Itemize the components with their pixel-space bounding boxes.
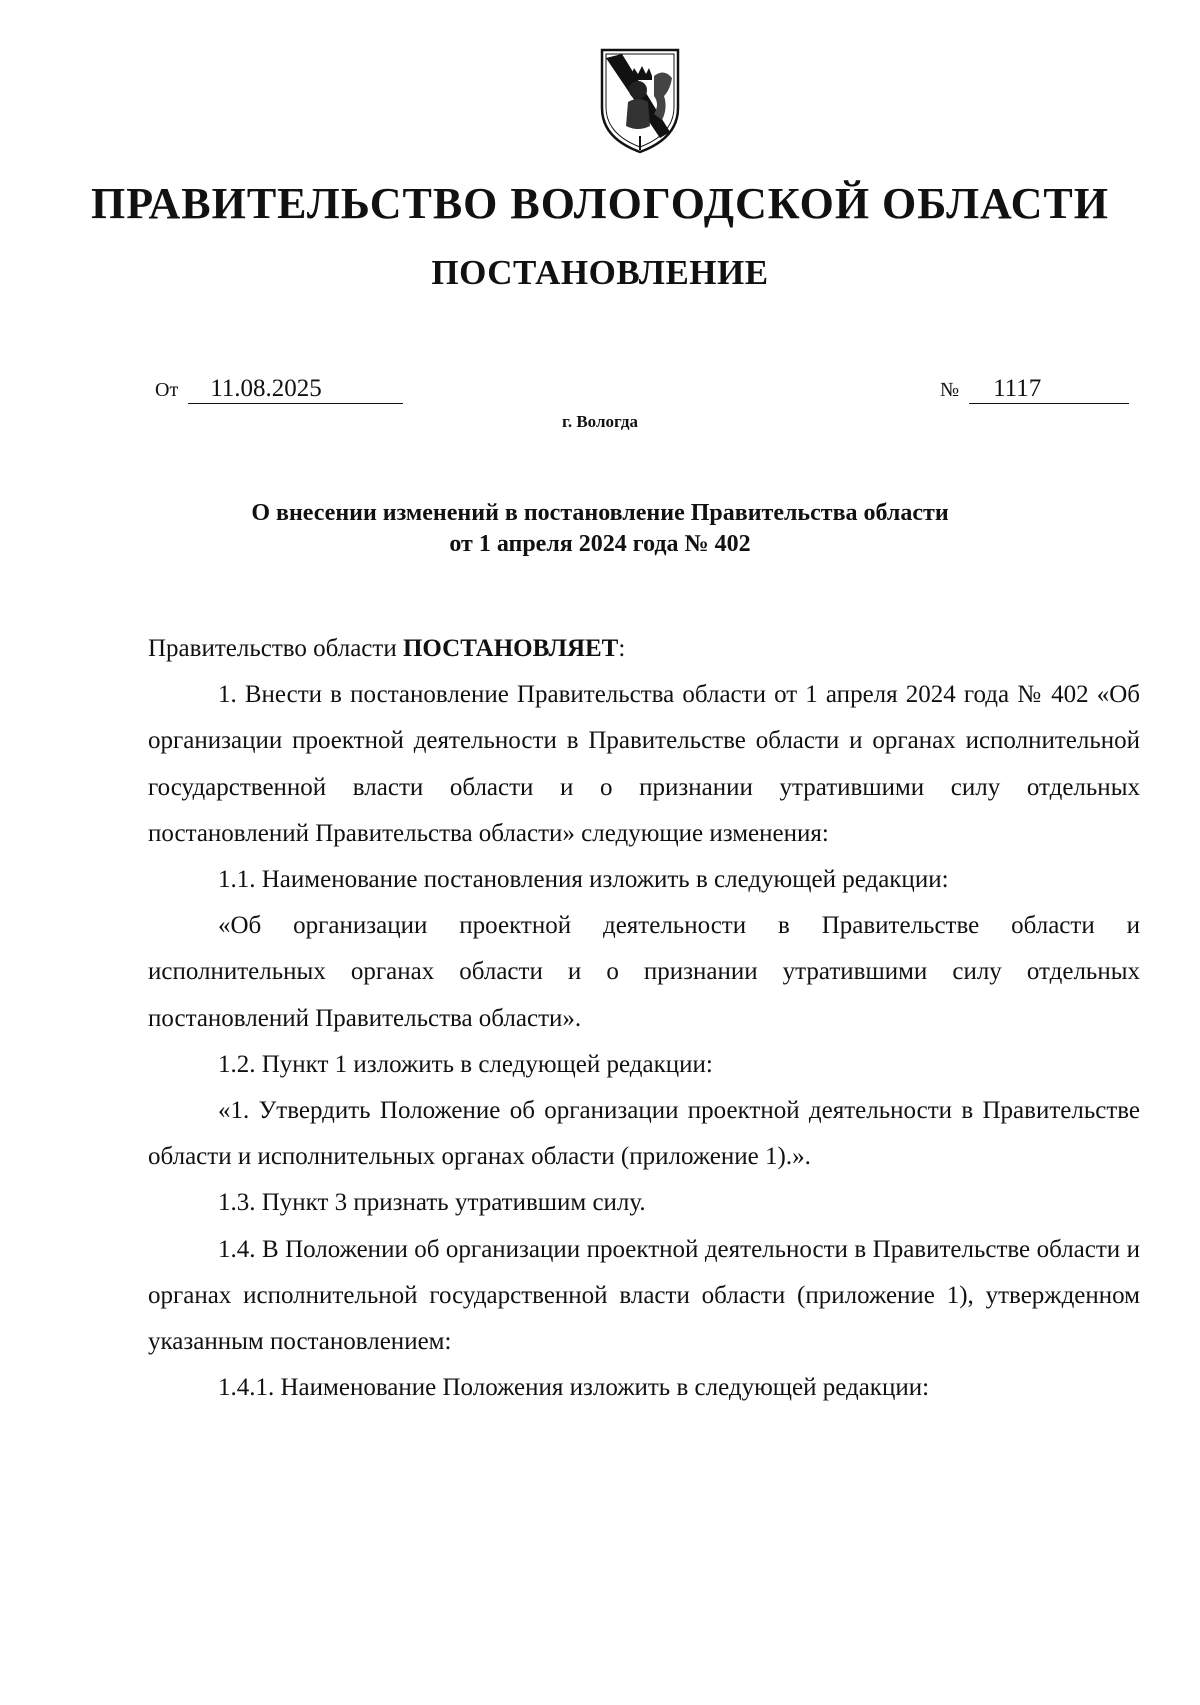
intro-prefix: Правительство области xyxy=(148,635,403,662)
subject-line-1: О внесении изменений в постановление Правительства области xyxy=(251,500,949,526)
paragraph-1-1-quote: «Об организации проектной деятельности в Правительстве области и исполнительных органах области и о признании утратившими силу отдельных постановлений Правительства области». xyxy=(148,912,1140,1032)
date-row xyxy=(155,375,403,404)
document-body xyxy=(148,626,1140,1411)
date-label: От xyxy=(155,379,179,401)
document-number: 1117 xyxy=(969,375,1129,404)
subject-line-2: от 1 апреля 2024 года № 402 xyxy=(449,531,751,557)
intro-keyword: ПОСТАНОВЛЯЕТ xyxy=(402,635,619,662)
paragraph-1-2: 1.2. Пункт 1 изложить в следующей редакции: xyxy=(218,1050,713,1078)
vologda-coat-of-arms-icon xyxy=(598,46,682,156)
document-subject xyxy=(0,498,1200,560)
city: г. Вологда xyxy=(562,412,638,431)
organization-title: ПРАВИТЕЛЬСТВО ВОЛОГОДСКОЙ ОБЛАСТИ xyxy=(91,179,1109,228)
document-type: ПОСТАНОВЛЕНИЕ xyxy=(431,253,769,292)
intro-paragraph xyxy=(148,626,1140,672)
paragraph-1-3: 1.3. Пункт 3 признать утратившим силу. xyxy=(218,1189,646,1217)
paragraph-1: 1. Внести в постановление Правительства области от 1 апреля 2024 года № 402 «Об организации проектной деятельности в Правительстве области и органах исполнительной государственной власти области и о признании утратившими силу отдельных постановлений Правительства области» следующие изменения: xyxy=(148,681,1140,847)
number-row xyxy=(940,375,1129,404)
paragraph-1-4: 1.4. В Положении об организации проектной деятельности в Правительстве области и органах исполнительной государственной власти области (приложение 1), утвержденном указанным постановлением: xyxy=(148,1235,1140,1356)
paragraph-1-4-1: 1.4.1. Наименование Положения изложить в следующей редакции: xyxy=(218,1374,930,1402)
intro-suffix: : xyxy=(618,635,626,662)
paragraph-1-2-quote: «1. Утвердить Положение об организации проектной деятельности в Правительстве области и исполнительных органах области (приложение 1).». xyxy=(148,1097,1140,1171)
document-date: 11.08.2025 xyxy=(188,375,403,404)
number-label: № xyxy=(940,379,960,401)
paragraph-1-1: 1.1. Наименование постановления изложить в следующей редакции: xyxy=(218,866,949,894)
